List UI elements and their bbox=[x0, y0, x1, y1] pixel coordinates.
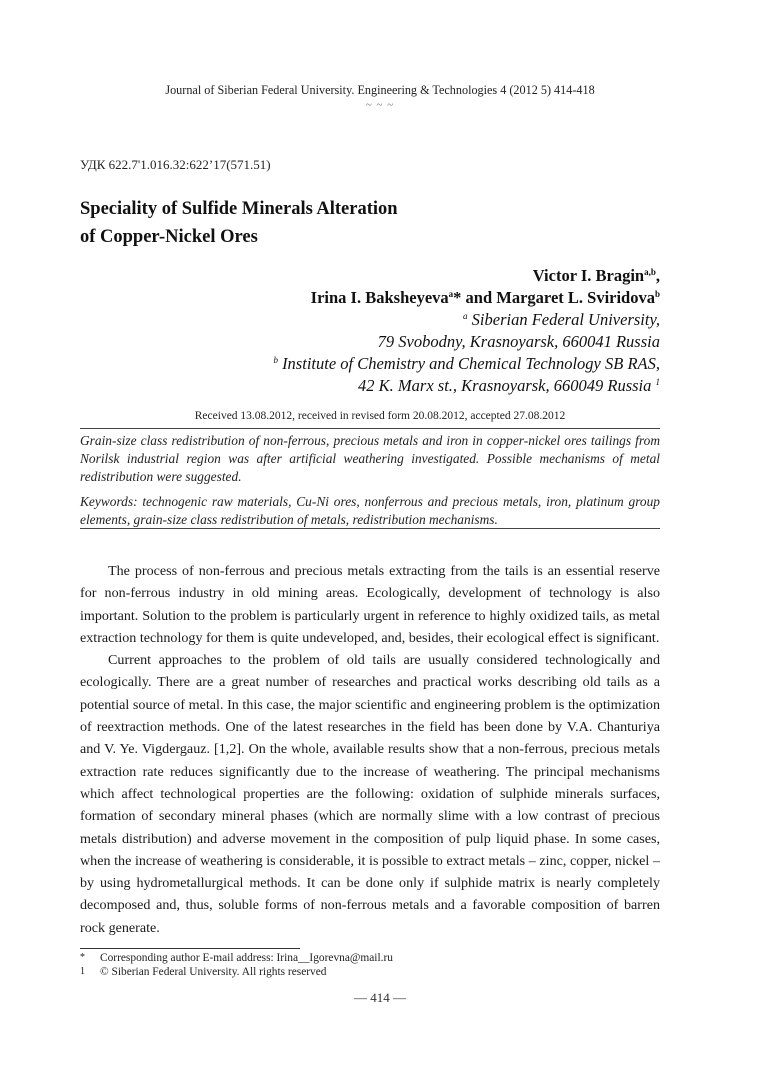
author-name: Victor I. Bragin bbox=[532, 266, 645, 285]
affiliation-text: Institute of Chemistry and Chemical Technology SB RAS, bbox=[282, 354, 660, 373]
author-name: Margaret L. Sviridova bbox=[496, 288, 655, 307]
affiliation-mark: b bbox=[273, 355, 278, 365]
page-number: — 414 — bbox=[354, 990, 406, 1005]
author-affiliation-mark: a,b bbox=[644, 267, 656, 277]
article-body bbox=[80, 560, 660, 939]
affiliation-text: Siberian Federal University, bbox=[471, 310, 660, 329]
affiliation-b-line-1 bbox=[273, 353, 660, 375]
title-line-2: of Copper-Nickel Ores bbox=[80, 227, 258, 247]
author-separator: * and bbox=[453, 288, 497, 307]
abstract-block bbox=[80, 432, 660, 529]
author-name: Irina I. Baksheyeva bbox=[310, 288, 449, 307]
keywords-text: Keywords: technogenic raw materials, Cu-Ni ores, nonferrous and precious metals, iron, platinum group elements, grain-size class redistribution of metals, redistribution mechanisms. bbox=[80, 494, 660, 527]
author-line-1 bbox=[273, 265, 660, 287]
received-dates: Received 13.08.2012, received in revised form 20.08.2012, accepted 27.08.2012 bbox=[194, 410, 566, 422]
author-line-2 bbox=[273, 287, 660, 309]
affiliation-a-line-2: 79 Svobodny, Krasnoyarsk, 660041 Russia bbox=[377, 332, 660, 351]
header-separator: ~ ~ ~ bbox=[365, 99, 395, 111]
footnote-mark: * bbox=[80, 952, 85, 963]
affiliation-b-line-2 bbox=[273, 375, 660, 397]
abstract-text: Grain-size class redistribution of non-ferrous, precious metals and iron in copper-nickel ores tailings from Norilsk industrial region was after artificial weathering investigated. Possible mechanisms of metal redistribution were suggested. bbox=[80, 433, 660, 484]
author-affiliation-mark: b bbox=[654, 289, 660, 299]
footnote-copyright bbox=[80, 965, 580, 979]
footnote-mark: 1 bbox=[80, 966, 85, 977]
body-paragraph-1: The process of non-ferrous and precious metals extracting from the tails is an essential reserve for non-ferrous industry in old mining areas. Ecologically, development of technology is also important. Solution to the problem is particularly urgent in reference to highly oxidized tails, as metal extraction technology for them is quite undeveloped, and, besides, their ecological effect is significant. bbox=[80, 563, 660, 646]
author-block bbox=[273, 265, 660, 397]
author-affiliation-mark: a bbox=[448, 289, 454, 299]
affiliation-text: 42 K. Marx st., Krasnoyarsk, 660049 Russia bbox=[358, 376, 652, 395]
abstract-top-rule bbox=[80, 428, 660, 429]
udk-code: УДК 622.7'1.016.32:622’17(571.51) bbox=[80, 157, 271, 172]
article-title bbox=[80, 195, 398, 251]
title-line-1: Speciality of Sulfide Minerals Alteration bbox=[80, 199, 398, 219]
footnote-rule bbox=[80, 948, 300, 949]
author-separator: , bbox=[655, 266, 660, 285]
abstract-bottom-rule bbox=[80, 528, 660, 529]
body-paragraph-2: Current approaches to the problem of old tails are usually considered technologically and ecologically. There are a great number of researches and practical works describing old tails as a potential source of metal. In this case, the major scientific and engineering problem is the optimization of reextraction methods. One of the latest researches in the field has been done by V.A. Chanturiya and V. Ye. Vigdergauz. [1,2]. On the whole, available results show that a non-ferrous, precious metals extraction rate reduces significantly due to the increase of weathering. The principal mechanisms which affect technological properties are the following: oxidation of sulphide minerals surfaces, formation of secondary mineral phases (which are normally slime with a low contrast of precious metals distribution) and adverse movement in the composition of pulp liquid phase. In some cases, when the increase of weathering is considerable, it is possible to extract metals – zinc, copper, nickel – by using hydrometallurgical methods. It can be done only if sulphide matrix is nearly completely decomposed and, thus, soluble forms of non-ferrous metals and a favorable composition of barren rock generate. bbox=[80, 652, 660, 936]
footnote-text: © Siberian Federal University. All rights reserved bbox=[100, 966, 327, 978]
footnote-corresponding-author bbox=[80, 951, 580, 965]
footnote-mark: 1 bbox=[655, 377, 660, 387]
journal-header: Journal of Siberian Federal University. Engineering & Technologies 4 (2012 5) 414-418 bbox=[165, 83, 595, 97]
footnotes bbox=[80, 951, 580, 979]
footnote-text: Corresponding author E-mail address: Irina__Igorevna@mail.ru bbox=[100, 952, 393, 964]
affiliation-mark: a bbox=[463, 311, 468, 321]
affiliation-a-line-1 bbox=[273, 309, 660, 331]
